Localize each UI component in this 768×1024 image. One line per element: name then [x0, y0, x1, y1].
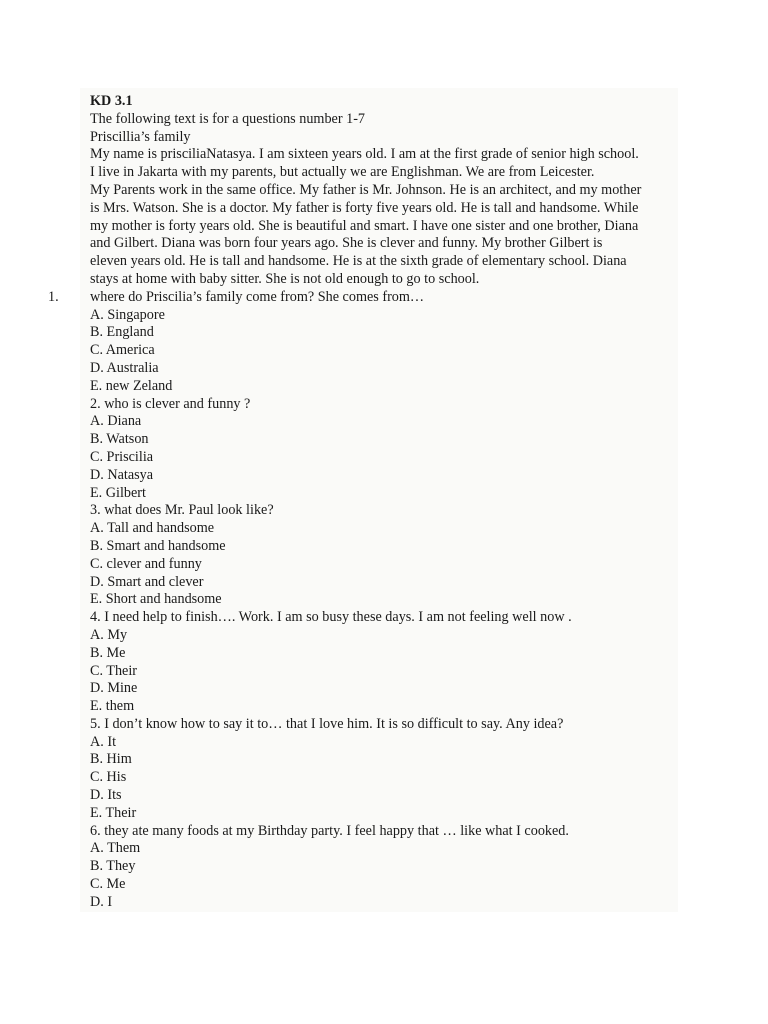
answer-option: A. It	[90, 733, 117, 750]
answer-option: E. Gilbert	[90, 484, 146, 501]
question-text: 5. I don’t know how to say it to… that I love him. It is so difficult to say. Any idea?	[90, 715, 564, 732]
passage-line: is Mrs. Watson. She is a doctor. My father is forty five years old. He is tall and handsome. While	[90, 199, 639, 216]
answer-option: B. England	[90, 324, 154, 341]
question-3	[90, 502, 680, 609]
question-text	[48, 288, 680, 307]
question-number: 1.	[48, 288, 59, 305]
question-2	[90, 396, 680, 503]
answer-option: B. Me	[90, 644, 126, 661]
answer-option: D. Mine	[90, 680, 138, 697]
passage-line: stays at home with baby sitter. She is not old enough to go to school.	[90, 270, 480, 287]
answer-option: A. My	[90, 626, 128, 643]
question-1	[48, 288, 680, 396]
answer-option: C. Me	[90, 876, 126, 893]
question-text: 4. I need help to finish…. Work. I am so busy these days. I am not feeling well now .	[90, 609, 572, 626]
answer-option: C. Their	[90, 662, 138, 679]
answer-option: A. Diana	[90, 413, 142, 430]
question-5	[90, 716, 680, 823]
answer-option: E. them	[90, 698, 135, 715]
question-text: 2. who is clever and funny ?	[90, 395, 251, 412]
answer-option: D. I	[90, 893, 113, 910]
answer-option: A. Tall and handsome	[90, 520, 215, 537]
answer-option: D. Australia	[90, 359, 159, 376]
passage-line: eleven years old. He is tall and handsome. He is at the sixth grade of elementary school. Diana	[90, 253, 627, 270]
passage-line: my mother is forty years old. She is beautiful and smart. I have one sister and one brother, Diana	[90, 217, 639, 234]
document-page	[48, 88, 678, 912]
answer-option: C. His	[90, 769, 127, 786]
question-prompt: where do Priscilia’s family come from? She comes from…	[90, 288, 425, 305]
passage-line: My name is prisciliaNatasya. I am sixteen years old. I am at the first grade of senior high school.	[90, 146, 639, 163]
answer-option: C. America	[90, 342, 155, 359]
question-text: 3. what does Mr. Paul look like?	[90, 502, 274, 519]
answer-option: E. Short and handsome	[90, 591, 222, 608]
passage-line: My Parents work in the same office. My father is Mr. Johnson. He is an architect, and my mother	[90, 181, 642, 198]
answer-option: B. Him	[90, 751, 132, 768]
passage-line: I live in Jakarta with my parents, but actually we are Englishman. We are from Leicester.	[90, 164, 595, 181]
passage-title: Priscillia’s family	[90, 128, 191, 145]
question-6	[90, 823, 680, 912]
answer-option: D. Natasya	[90, 466, 154, 483]
answer-option: C. clever and funny	[90, 555, 202, 572]
passage-line: and Gilbert. Diana was born four years ago. She is clever and funny. My brother Gilbert is	[90, 235, 603, 252]
answer-option: A. Them	[90, 840, 141, 857]
passage	[90, 146, 680, 288]
answer-option: B. Watson	[90, 431, 149, 448]
question-4	[90, 609, 680, 716]
document-heading: KD 3.1	[90, 93, 133, 109]
question-text: 6. they ate many foods at my Birthday party. I feel happy that … like what I cooked.	[90, 822, 569, 839]
answer-option: D. Its	[90, 787, 122, 804]
answer-option: E. new Zeland	[90, 377, 173, 394]
answer-option: B. Smart and handsome	[90, 537, 226, 554]
answer-option: E. Their	[90, 804, 137, 821]
document-content	[48, 93, 680, 912]
answer-option: B. They	[90, 858, 136, 875]
answer-option: C. Priscilia	[90, 448, 154, 465]
answer-option: D. Smart and clever	[90, 573, 204, 590]
answer-option: A. Singapore	[90, 306, 165, 323]
intro-text: The following text is for a questions number 1-7	[90, 110, 366, 127]
